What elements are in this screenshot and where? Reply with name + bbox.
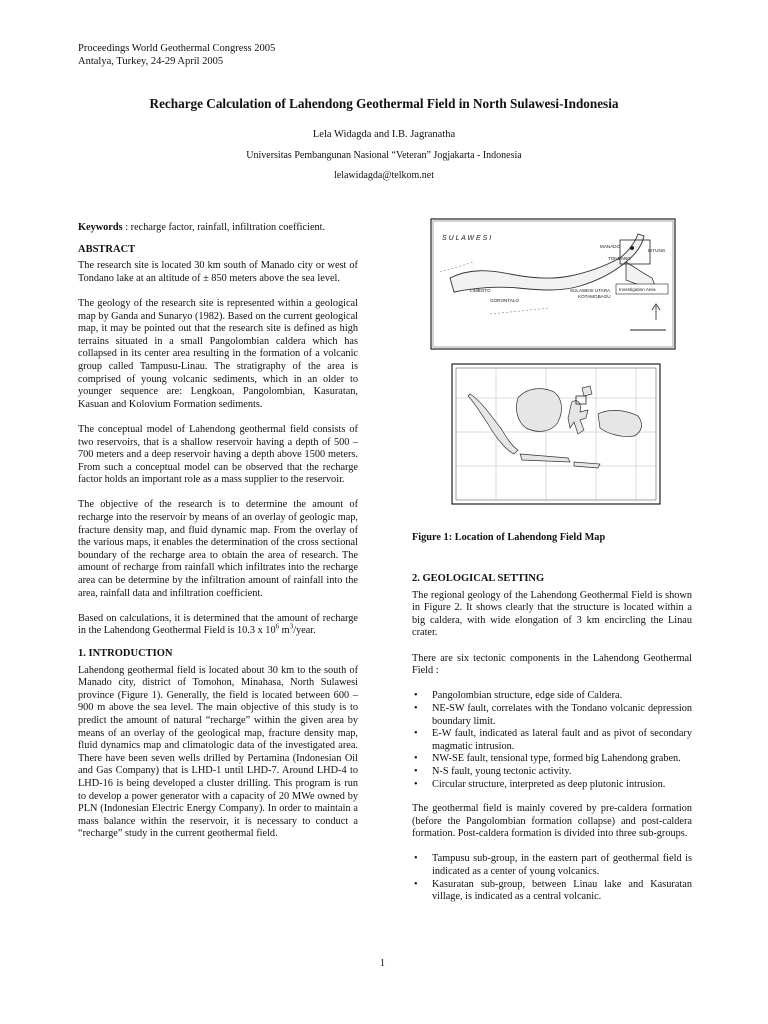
keywords [78, 222, 358, 235]
label-sulawesi: S U L A W E S I [442, 235, 492, 242]
left-column [78, 222, 358, 854]
abstract-paragraph-4: The objective of the research is to determine the amount of recharge into the reservoir by means of an overlay of geologic map, fracture density map, and fluid dynamic map. From the overlay of the various maps, it enables the determination of the cross sectional boundary of the recharge area to obtain the area of research. The amount of recharge from rainfall which infiltrates into the recharge area can be determine by the infiltration amount of rainfall into the area, rainfall data and infiltration coefficient. [78, 499, 358, 599]
label-investigation-area: Investigation Area [619, 287, 656, 292]
abstract-paragraph-2: The geology of the research site is represented within a geological map by Ganda and Sunaryo (1982). Based on the current geological map, it may be pointed out that the research site is defined as high terrains situated in a small Pangolombian caldera which has collapsed in its center area resulting in the formation of a volcanic group called Tampusu-Linau. The stratigraphy of the area is comprised of young volcanic sediments, which in an older to younger sequence are: Lengkoan, Pangolombian, Kasuratan, Kasuan and Kolovium Formation sediments. [78, 297, 358, 410]
list-item: • E-W fault, indicated as lateral fault and as pivot of secondary magmatic intrusion. [412, 728, 692, 753]
abstract-p5-unit: m [279, 625, 290, 637]
geology-paragraph-1: The regional geology of the Lahendong Geothermal Field is shown in Figure 2. It shows clearly that the structure is located within a big caldera, with wide elongation of 3 km encircling the Linau crater. [412, 589, 692, 639]
paper-title: Recharge Calculation of Lahendong Geothermal Field in North Sulawesi-Indonesia [149, 96, 619, 111]
list-item: • Pangolombian structure, edge side of Caldera. [412, 690, 692, 703]
introduction-heading: 1. INTRODUCTION [78, 648, 173, 659]
abstract-heading: ABSTRACT [78, 243, 136, 255]
list-item: • Circular structure, interpreted as deep plutonic intrusion. [412, 779, 692, 792]
location-map-figure [430, 218, 676, 510]
label-manado: MANADO [600, 244, 621, 249]
header-line-1: Proceedings World Geothermal Congress 2005 [78, 43, 276, 54]
abstract-paragraph-1: The research site is located 30 km south of Manado city or west of Tondano lake at an altitude of ± 850 meters above the sea level. [78, 260, 358, 284]
header-line-2: Antalya, Turkey, 24-29 April 2005 [78, 56, 224, 67]
geology-paragraph-2: There are six tectonic components in the Lahendong Geothermal Field : [412, 652, 692, 677]
geology-paragraph-3: The geothermal field is mainly covered by pre-caldera formation (before the Pangolombian formation collapse) and post-caldera formation. Post-caldera formation is divided into three sub-groups. [412, 803, 692, 840]
proceedings-header [78, 42, 275, 68]
email: lelawidagda@telkom.net [333, 170, 434, 181]
authors: Lela Widagda and I.B. Jagranatha [312, 129, 456, 140]
introduction-paragraph: Lahendong geothermal field is located about 30 km to the south of Manado city, district of Tomohon, Minahasa, North Sulawesi province (Figure 1). Generally, the field is located between 600 – 900 m above the sea level. The main objective of this study is to predict the amount of natural “recharge” within the given area by means of an overlay of the geological map, fracture density map, fluid dynamics map and climatologic data of the investigated area. There have been seven wells drilled by Pertamina (Indonesian Oil and Gas Company) that is LHD-1 until LHD-7. Around LHD-4 to LHD-16 is being developed a cluster drilling. This program is run to develop a power generator with a capacity of 20 MWe owned by PLN (Indonesian Electric Energy Company). In order to maintain a mass balance within the reservoir, it is necessary to conduct a “recharge” study in the current geothermal field. [78, 664, 358, 840]
label-tondano: TONDANO [608, 256, 631, 261]
keywords-text: : recharge factor, rainfall, infiltration coefficient. [122, 222, 326, 233]
list-item: • Tampusu sub-group, in the eastern part of geothermal field is indicated as a center of young volcanics. [412, 853, 692, 878]
tectonic-components-list [412, 690, 692, 791]
label-gorontalo: GORONTALO [490, 298, 520, 303]
abstract-p5-text: Based on calculations, it is determined that the amount of recharge in the Lahendong Geothermal Field is 10.3 x 10 [78, 612, 358, 637]
abstract-paragraph-5 [78, 613, 358, 638]
exp-3: 3 [289, 622, 294, 631]
label-kotamobagu: KOTAMOBAGU [578, 294, 611, 299]
label-limboto: LIMBOTO [470, 288, 491, 293]
affiliation: Universitas Pembangunan Nasional “Veteran” Jogjakarta - Indonesia [246, 150, 522, 161]
list-item: • Kasuratan sub-group, between Linau lake and Kasuratan village, is indicated as a central volcanic. [412, 879, 692, 904]
geology-heading: 2. GEOLOGICAL SETTING [412, 573, 545, 584]
figure-caption: Figure 1: Location of Lahendong Field Map [412, 532, 606, 543]
list-item: • NE-SW fault, correlates with the Tondano volcanic depression boundary limit. [412, 703, 692, 728]
abstract-paragraph-3: The conceptual model of Lahendong geothermal field consists of two reservoirs, that is a shallow reservoir having a depth of 500 – 700 meters and a deep reservoir having a depth above 1500 meters. From such a conceptual model can be observed that the recharge factor holds an important role as a mass supplier to the reservoir. [78, 423, 358, 486]
keywords-label: Keywords [78, 222, 123, 233]
page-number: 1 [380, 958, 385, 969]
right-column [412, 573, 692, 916]
label-bitung: BITUNG [648, 248, 666, 253]
subgroups-list [412, 853, 692, 903]
list-item: • N-S fault, young tectonic activity. [412, 766, 692, 779]
label-sulawesi-utara: SULAWESI UTARA [570, 288, 611, 293]
abstract-p5-end: /year. [293, 625, 316, 637]
list-item: • NW-SE fault, tensional type, formed big Lahendong graben. [412, 753, 692, 766]
exp-6: 6 [275, 622, 280, 631]
